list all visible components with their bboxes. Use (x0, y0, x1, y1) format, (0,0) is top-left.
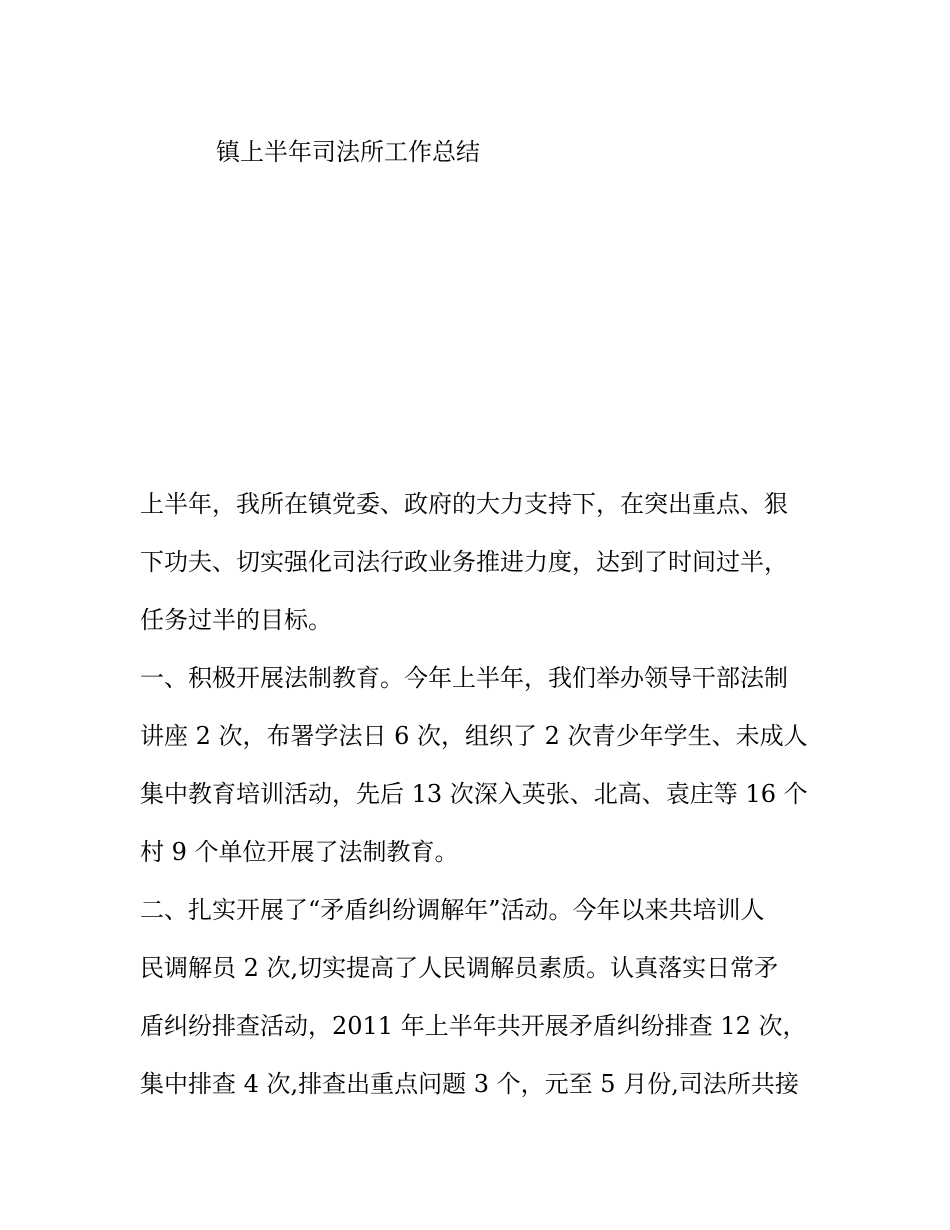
paragraph-line: 下功夫、切实强化司法行政业务推进力度，达到了时间过半， (140, 548, 788, 576)
paragraph-line: 村 9 个单位开展了法制教育。 (140, 838, 459, 866)
paragraph-line: 民调解员 2 次,切实提高了人民调解员素质。认真落实日常矛 (140, 954, 779, 982)
paragraph-line: 集中排查 4 次,排查出重点问题 3 个，元至 5 月份,司法所共接 (140, 1070, 799, 1098)
paragraph-line: 任务过半的目标。 (140, 606, 332, 634)
document-body (140, 482, 820, 1120)
paragraph-line: 一、积极开展法制教育。今年上半年，我们举办领导干部法制 (140, 664, 788, 692)
paragraph-line: 集中教育培训活动，先后 13 次深入英张、北高、袁庄等 16 个 (140, 780, 808, 808)
paragraph-line: 上半年，我所在镇党委、政府的大力支持下，在突出重点、狠 (140, 490, 788, 518)
paragraph-line: 二、扎实开展了“矛盾纠纷调解年”活动。今年以来共培训人 (140, 896, 765, 924)
document-title: 镇上半年司法所工作总结 (216, 138, 480, 166)
paragraph-line: 盾纠纷排查活动，2011 年上半年共开展矛盾纠纷排查 12 次， (140, 1012, 807, 1040)
paragraph-line: 讲座 2 次，布署学法日 6 次，组织了 2 次青少年学生、未成人 (140, 722, 808, 750)
